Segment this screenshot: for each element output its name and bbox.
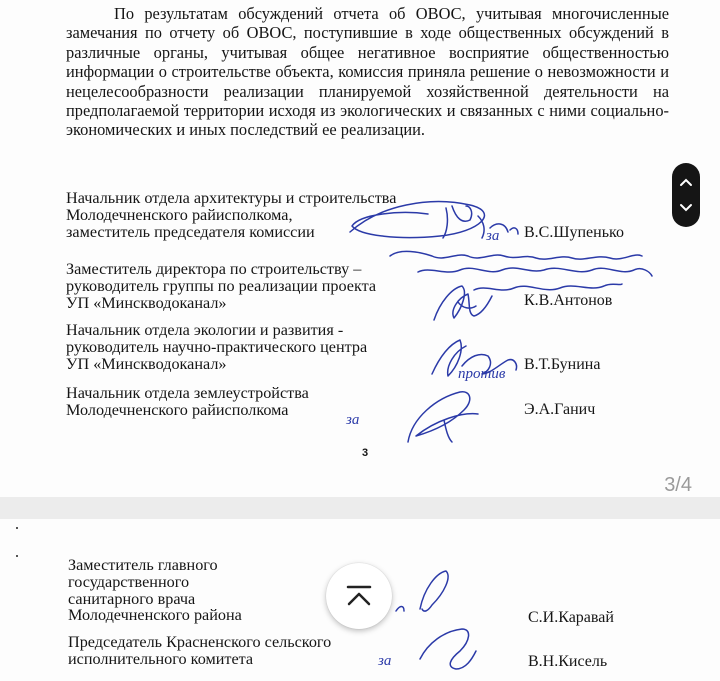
signatory-title-line: Заместитель директора по строительству – xyxy=(66,260,362,278)
handwritten-note-za-2: за xyxy=(346,412,360,428)
signature-antonov xyxy=(434,286,492,320)
signatory-title-line: Молодечненского района xyxy=(68,606,242,625)
signatory-name-antonov: К.В.Антонов xyxy=(524,292,613,309)
signatory-title-line: заместитель председателя комиссии xyxy=(66,222,315,241)
signatory-title-line: Начальник отдела архитектуры и строительства xyxy=(66,189,397,207)
signatory-title-line: Заместитель главного xyxy=(68,556,218,574)
page-counter: 3/4 xyxy=(664,474,692,496)
page-separator xyxy=(0,497,720,519)
chevron-down-icon[interactable] xyxy=(679,203,693,213)
signatory-title-line: Молодечненского райисполкома xyxy=(66,400,289,419)
signatory-title-line: Начальник отдела землеустройства xyxy=(66,384,309,402)
signatory-title-line: Молодечненского райисполкома, xyxy=(66,205,293,224)
page-number: 3 xyxy=(362,447,369,459)
conclusion-paragraph: По результатам обсуждений отчета об ОВОС, учитывая многочисленные замечания по отчету об ОВОС, поступившие в ходе общественных обсуждений в различные органы, учитывая общее негативное восприятие общественностью информации о строительстве объекта, комиссия приняла решение о невозможности и нецелесообразности реализации планируемой хозяйственной деятельности на предполагаемой территории исходя из экологических и связанных с ними социально-экономических и иных последствий ее реализации. xyxy=(66,4,669,140)
handwritten-note-protiv: против xyxy=(458,366,506,382)
signatory-name-karavay: С.И.Каравай xyxy=(528,609,614,626)
handwritten-note-za-page4: за xyxy=(378,653,392,669)
scroll-to-top-button[interactable] xyxy=(326,563,392,629)
signatory-title-line: УП «Минскводоканал» xyxy=(66,354,227,373)
handwritten-note-za-1: за xyxy=(486,228,500,244)
scroll-to-top-icon xyxy=(345,584,373,608)
signatory-title-line: санитарного врача xyxy=(68,589,196,608)
signature-karavay xyxy=(396,571,448,611)
signatory-title-line: Председатель Красненского сельского xyxy=(68,633,332,651)
signatory-title-line: государственного xyxy=(68,572,190,591)
signatory-name-bunina: В.Т.Бунина xyxy=(524,356,601,373)
signatory-name-ganich: Э.А.Ганич xyxy=(524,401,596,418)
signatory-title-line: Начальник отдела экологии и развития - xyxy=(66,321,344,339)
signatory-title-line: руководитель научно-практического центра xyxy=(66,337,368,356)
signatory-name-shupenko: В.С.Шупенько xyxy=(524,224,624,241)
signatory-title-line: руководитель группы по реализации проекта xyxy=(66,276,377,295)
signatory-title-line: УП «Минскводоканал» xyxy=(66,293,227,312)
handwritten-remark xyxy=(390,251,652,290)
page-scroll-control[interactable] xyxy=(672,163,700,227)
chevron-up-icon[interactable] xyxy=(679,177,693,187)
signatory-title-line: исполнительного комитета xyxy=(68,649,254,668)
signature-ganich xyxy=(408,392,478,442)
signature-kisel xyxy=(420,629,476,669)
signatory-name-kisel: В.Н.Кисель xyxy=(528,653,608,670)
